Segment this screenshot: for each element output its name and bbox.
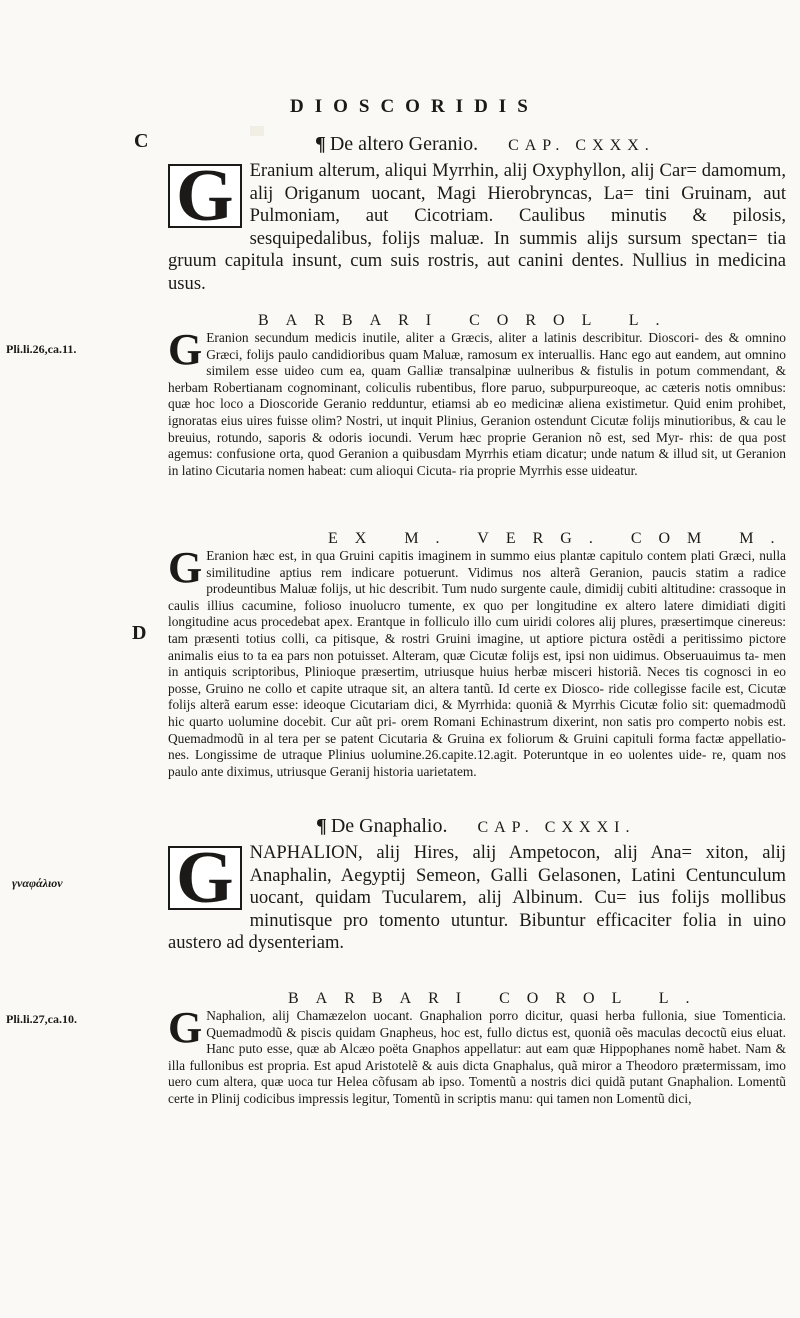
commentary-heading: BARBARI COROL L.	[258, 312, 677, 329]
chapter-131-paragraph	[168, 837, 786, 955]
chapter-130-title	[315, 133, 655, 156]
chapter-131-body	[168, 837, 786, 955]
chapter-title-text: De altero Geranio.	[329, 133, 479, 155]
dropcap-g: G	[168, 325, 203, 374]
signature-mark-c: C	[134, 130, 149, 152]
chapter-131-title	[316, 815, 635, 838]
chapter-130-body	[168, 155, 786, 295]
dropcap-g: G	[168, 1003, 203, 1052]
chapter-130-paragraph	[168, 155, 786, 295]
vergilius-text: Eranion hæc est, in qua Gruini capitis imaginem in summo eius plantæ capitulo contem plati Græci, nulla similitudine aptius rem indicare potuerunt. Vidimus nos alterã Geranion, paucis statim a radice prodeuntibus Maluæ folijs, ut hic describit. Tum nudo surgente caule, dimidij cubiti altitudine: crassoque in caulis illius cacumine, folioso inuolucro tumente, ex quo per longitudine ex altero latere dimidiati digiti longitudine acus procedebat apex. Erantque in folliculo illo cum uiridi colores alij plures, præsertimque cinereus: tam præsenti totius colli, ca pitisque, & rostri Gruini imagine, ut aptiore pictura ostẽdi a peritissimo pictore animalis eius to ta ea pars non potuisset. Alteram, quæ Cicutæ folijs est, ipsi non uidimus. Obseruauimus ta- men in antiquis scriptoribus, Plinioque præsertim, utriusque huius herbæ misceri historiã. Neces tis cognosci in eo posse, Gruino ne collo et capite utraque sit, an altera tantũ. Id certe ex Diosco- ride collegisse facile est, Cicutæ folijs alterã earum esse: ideoque Cicutariam dici, & Myrrhida: quoniã & Myrrhis Cicutæ folio sit: quemadmodũ hic quarto uolumine docebit. Cur aũt pri- orem Romani Echinastrum dixerint, non satis pro comperto nobis est. Quemadmodũ in al tera per se patent Cicutaria & Gruina ex foliorum & Gruini capituli forma factæ appellatio- nes. Longissime de utraque Plinius uolumine.26.capite.12.agit. Poteruntque in eo uolentes uide- re, quam nos paulo ante diximus, utriusque Geranij historia uarietatem.	[168, 548, 786, 779]
running-head: DIOSCORIDIS	[290, 96, 539, 117]
chapter-number: CAP. CXXX.	[508, 137, 655, 154]
barbari-1-text: Eranion secundum medicis inutile, aliter a Græcis, aliter a latinis describitur. Dioscori- des & omnino Græci, folijs paulo candidioribus quam Maluæ, ramosum ex interuallis. Hanc ego aut eandem, aut omnino similem esse uideo cum ea, quam Galliæ transalpinæ uulneribus & fistulis in potum commendant, & herbam Robertianam cognominant, coliculis rubentibus, flore paruo, subpurpureoque, ac cæteris notis omnibus: quæ hoc loco a Dioscoride Geranio redduntur, etiamsi ab eo medicinæ aliena existimetur. Quid enim prohibet, ignoratas eius uires fuisse olim? Nostri, ut inquit Plinius, Geranion ostendunt Cicutæ folijs minutioribus, & cau le breuius, rotundo, saporis & odoris iocundi. Verum hæc proprie Geranion nõ est, sed Myr- rhis: de qua post agemus: confusione orta, quod Geranion a quibusdam Myrrhis etiam dicatur; unde natum & illud sit, ut Geranion in latino Cicutaria nomen habeat: cum alioqui Cicuta- ria proprie Myrrhis esse uideatur.	[168, 330, 786, 478]
barbari-2-text: Naphalion, alij Chamæzelon uocant. Gnaphalion porro dicitur, quasi herba fullonia, siue Tomenticia. Quemadmodũ & piscis quidam Gnapheus, hoc est, fullo dictus est, quoniã oẽs maculas decoctũ eius eluat. Hanc puto esse, quæ ab Alcæo poëta Gnaphos appellatur: aut eam quæ Hippophanes nomẽ habet. Nam & illa fullonibus est propria. Est apud Aristotelẽ & auis dicta Gnaphalus, quã miror a Theodoro prætermissam, imo uero cum altera, quæ uoca tur Helea cõfusam ab ipso. Tomentũ a nostris dici quidã putant Gnaphalion. Lomentũ certe in Plinij codicibus impressis legitur, Tomentũ in scriptis manu: qui tamen non Lomentũ dici,	[168, 1008, 786, 1106]
chapter-title-text: De Gnaphalio.	[330, 815, 448, 837]
chapter-130-text: Eranium alterum, aliqui Myrrhin, alij Oxyphyllon, alij Car= damomum, alij Origanum uocant, Magi Hierobryncas, La= tini Gruinam, aut Pulmoniam, aut Cicotriam. Caulibus minutis & pilosis, sesquipedalibus, folijs maluæ. In summis alijs sursum spectan= tia gruum capitula insunt, cum suis rostris, aut canini dentes. Nullius in medicina usus.	[168, 160, 786, 294]
pilcrow-mark: ¶	[315, 133, 326, 155]
margin-note-greek-gnaphalion: γναφάλιον	[12, 876, 63, 890]
vergilius-paragraph	[168, 543, 786, 780]
vergilius-commentary	[168, 530, 792, 780]
signature-mark-d: D	[132, 622, 147, 644]
pilcrow-mark: ¶	[316, 815, 327, 837]
margin-note-plinius-26: Pli.li.26,ca.11.	[6, 342, 77, 356]
margin-note-plinius-27: Pli.li.27,ca.10.	[6, 1012, 77, 1026]
dropcap-g: G	[168, 164, 242, 228]
chapter-131-text: NAPHALION, alij Hires, alij Ampetocon, alij Ana= xiton, alij Anaphalin, Aegyptij Semeon, Galli Gelasonen, Latini Centunculum uocant, quidam Tucularem, alij Albinum. Cu= ius folijs mollibus minutisque pro tomento utuntur. Bibuntur efficaciter folia in uino austero ad dysenteriam.	[168, 842, 786, 953]
dropcap-g: G	[168, 846, 242, 910]
commentary-heading: EX M. VERG. COM M.	[328, 530, 792, 547]
barbari-commentary-1	[168, 312, 786, 479]
barbari-1-paragraph	[168, 325, 786, 479]
bleed-through-shade	[250, 126, 264, 136]
chapter-number: CAP. CXXXI.	[477, 819, 636, 836]
barbari-commentary-2	[168, 990, 786, 1108]
commentary-heading: BARBARI COROL L.	[288, 990, 707, 1007]
barbari-2-paragraph	[168, 1003, 786, 1108]
dropcap-g: G	[168, 543, 203, 592]
